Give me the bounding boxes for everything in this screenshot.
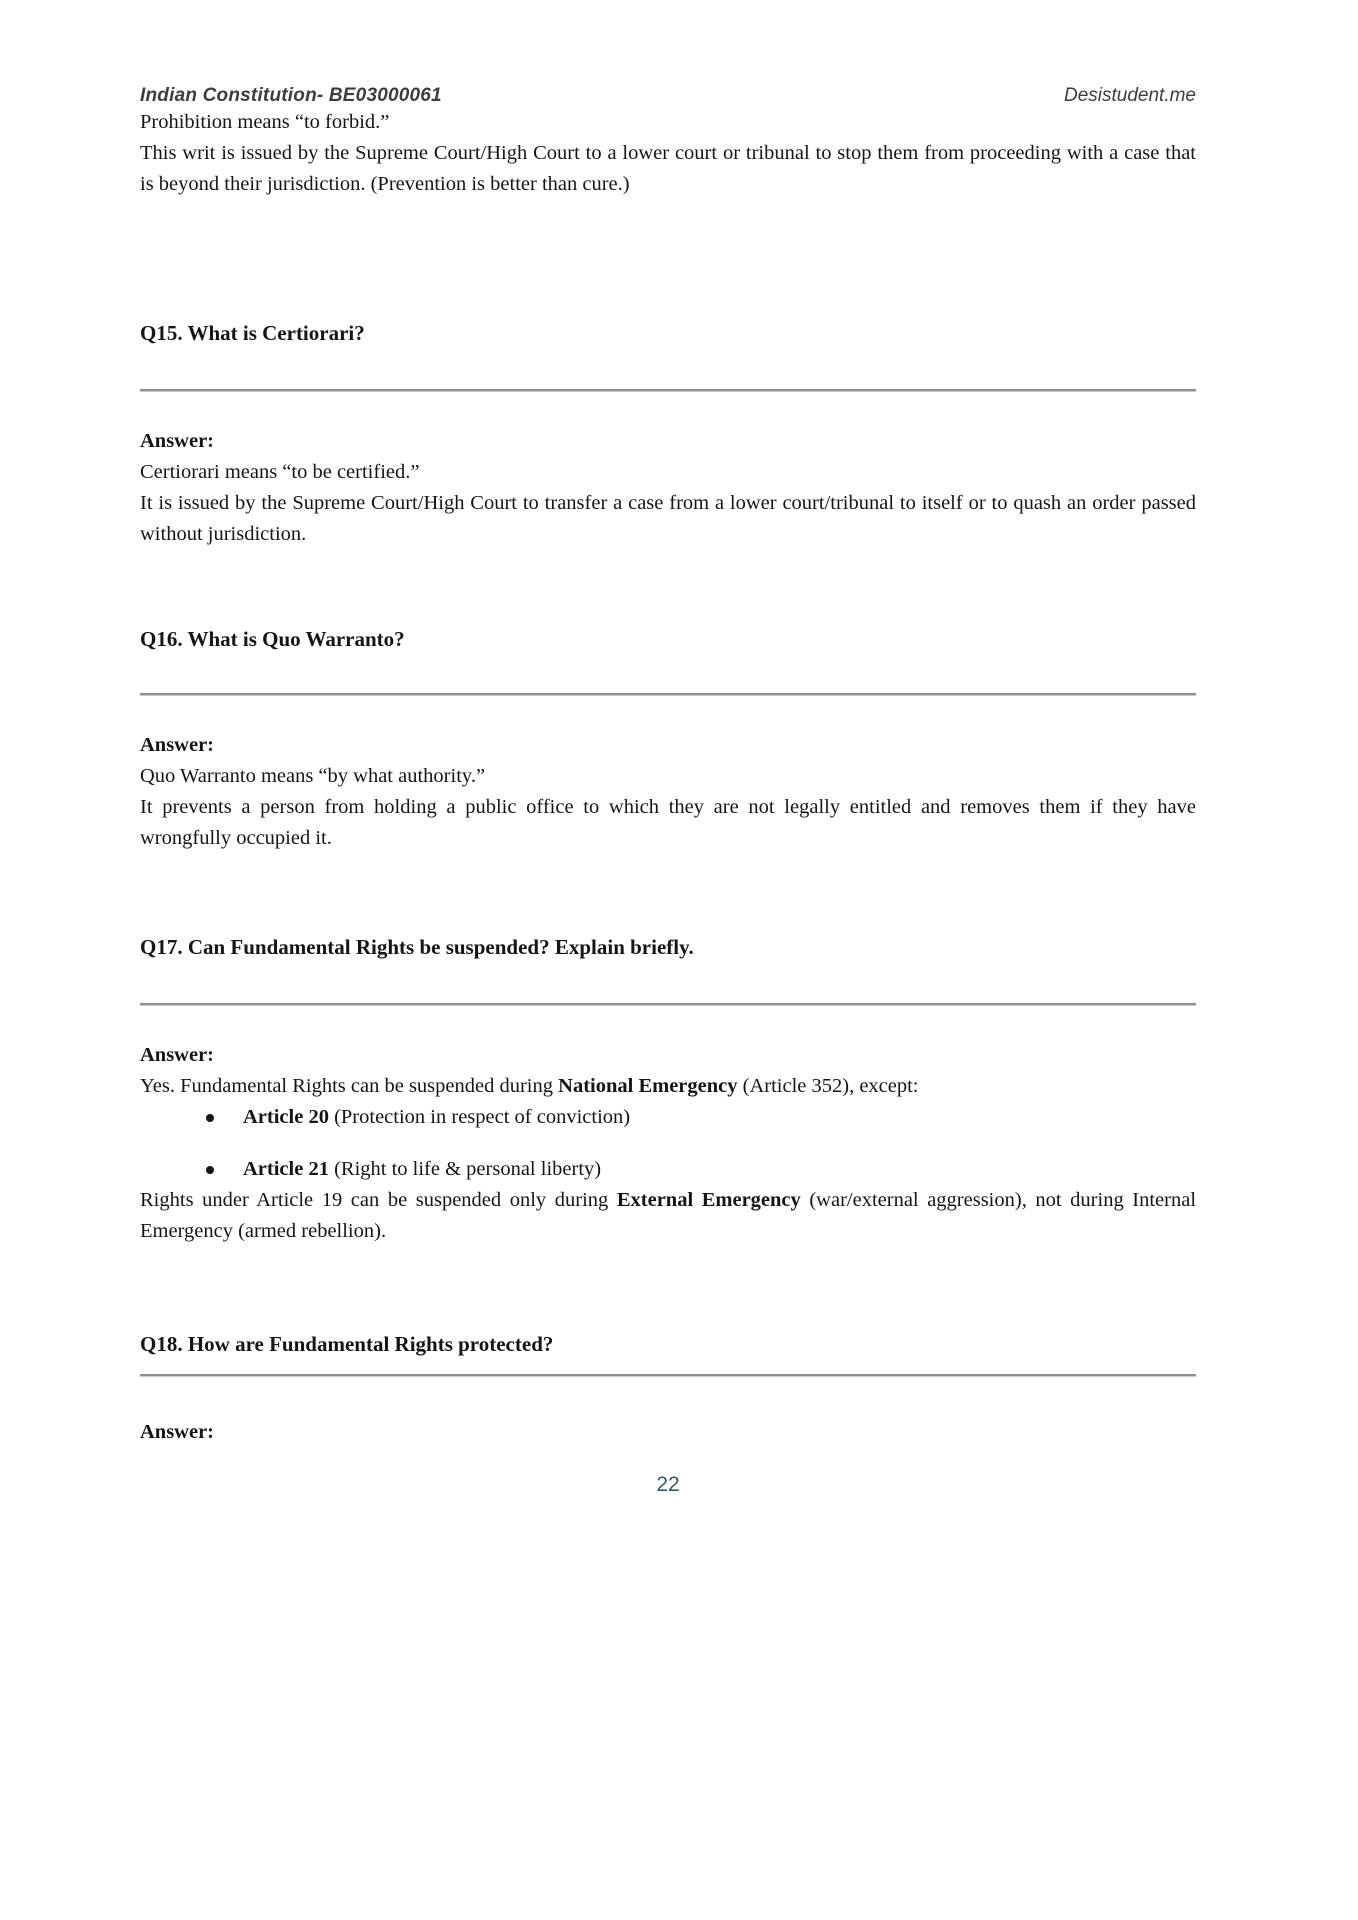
section-divider (140, 693, 1196, 696)
section-divider (140, 389, 1196, 392)
question-17-heading: Q17. Can Fundamental Rights be suspended? Explain briefly. (140, 935, 694, 959)
header-site-name: Desistudent.me (1063, 85, 1196, 106)
page-header (140, 85, 1196, 107)
text-run: (Article 352), except: (737, 1075, 919, 1097)
article-19-paragraph (140, 1185, 1196, 1247)
article-20-bold-text: Article 20 (243, 1106, 329, 1128)
bullet-icon (206, 1114, 214, 1122)
national-emergency-bold-text: National Emergency (558, 1075, 738, 1097)
text-run: (Right to life & personal liberty) (328, 1158, 602, 1180)
list-item (140, 1102, 1196, 1133)
text-run: Yes. Fundamental Rights can be suspended during (140, 1075, 559, 1097)
prohibition-explanation-paragraph: This writ is issued by the Supreme Court/High Court to a lower court or tribunal to stop them from proceeding with a case that is beyond their jurisdiction. (Prevention is better than cure.) (140, 142, 1196, 195)
quo-warranto-explanation-paragraph: It prevents a person from holding a public office to which they are not legally entitled and removes them if they have wrongfully occupied it. (140, 796, 1196, 849)
header-course-title: Indian Constitution- BE03000061 (140, 85, 442, 106)
answer-label-q15: Answer: (140, 430, 215, 452)
q17-exceptions-list (140, 1102, 1196, 1185)
external-emergency-bold-text: External Emergency (616, 1189, 801, 1211)
page-content (140, 85, 1196, 1498)
article-21-bold-text: Article 21 (243, 1158, 329, 1180)
certiorari-explanation-paragraph: It is issued by the Supreme Court/High Court to transfer a case from a lower court/tribunal to itself or to quash an order passed without jurisdiction. (140, 492, 1196, 545)
prohibition-definition: Prohibition means “to forbid.” (140, 111, 390, 133)
answer-label-q17: Answer: (140, 1044, 215, 1066)
question-18-heading: Q18. How are Fundamental Rights protected? (140, 1332, 554, 1356)
question-16-heading: Q16. What is Quo Warranto? (140, 627, 405, 651)
bullet-icon (206, 1166, 214, 1174)
text-run: Rights under Article 19 can be suspended only during (140, 1189, 617, 1211)
quo-warranto-definition: Quo Warranto means “by what authority.” (140, 765, 486, 787)
section-divider (140, 1374, 1196, 1377)
page-number: 22 (656, 1473, 680, 1496)
text-run: (war/external aggression), not during Internal Emergency (armed rebellion). (140, 1189, 1197, 1242)
answer-label-q18: Answer: (140, 1421, 215, 1443)
list-item (140, 1154, 1196, 1185)
section-divider (140, 1003, 1196, 1006)
text-run: (Protection in respect of conviction) (328, 1106, 631, 1128)
question-15-heading: Q15. What is Certiorari? (140, 321, 365, 345)
q17-answer-paragraph (140, 1071, 1196, 1102)
certiorari-definition: Certiorari means “to be certified.” (140, 461, 420, 483)
answer-label-q16: Answer: (140, 734, 215, 756)
